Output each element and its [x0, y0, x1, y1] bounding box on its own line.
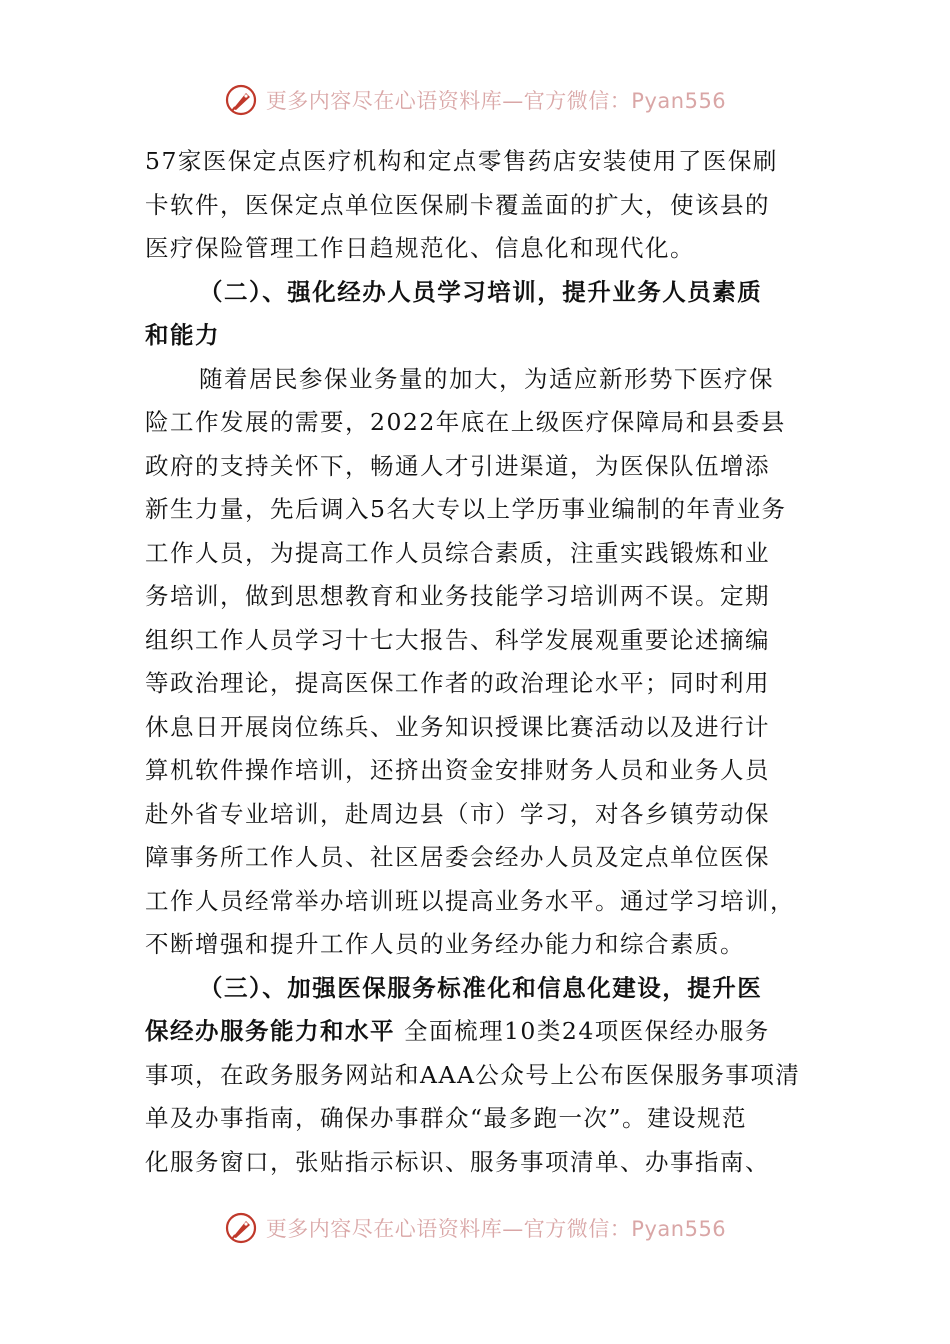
document-body: [145, 140, 810, 1184]
section-heading-inline: 保经办服务能力和水平: [145, 1017, 395, 1045]
paragraph-line: 休息日开展岗位练兵、业务知识授课比赛活动以及进行计: [145, 712, 770, 741]
section-heading: 和能力: [145, 321, 220, 349]
paragraph-line: 障事务所工作人员、社区居委会经办人员及定点单位医保: [145, 843, 770, 871]
paragraph-line: 赴外省专业培训，赴周边县（市）学习，对各乡镇劳动保: [145, 799, 770, 828]
paragraph-line: 工作人员，为提高工作人员综合素质，注重实践锻炼和业: [145, 538, 770, 567]
paragraph-line: 化服务窗口，张贴指示标识、服务事项清单、办事指南、: [145, 1147, 770, 1176]
pen-nib-logo-icon: [224, 83, 258, 117]
paragraph-line: 算机软件操作培训，还挤出资金安排财务人员和业务人员: [145, 756, 770, 784]
paragraph-line: 单及办事指南，确保办事群众“最多跑一次”。建设规范: [145, 1104, 748, 1132]
paragraph-line: 险工作发展的需要，2022年底在上级医疗保障局和县委县: [145, 408, 786, 436]
pen-nib-logo-icon: [224, 1211, 258, 1245]
paragraph-line: 卡软件，医保定点单位医保刷卡覆盖面的扩大，使该县的: [145, 190, 770, 219]
paragraph-line: 工作人员经常举办培训班以提高业务水平。通过学习培训，: [145, 886, 795, 915]
paragraph-line: 新生力量，先后调入5名大专以上学历事业编制的年青业务: [145, 495, 787, 523]
paragraph-line: 务培训，做到思想教育和业务技能学习培训两不误。定期: [145, 582, 770, 610]
paragraph-line: 不断增强和提升工作人员的业务经办能力和综合素质。: [145, 930, 745, 958]
section-heading: （二）、强化经办人员学习培训，提升业务人员素质: [199, 277, 763, 306]
header-watermark: [0, 80, 950, 120]
paragraph-line: 政府的支持关怀下，畅通人才引进渠道，为医保队伍增添: [145, 451, 770, 480]
paragraph-text: 全面梳理10类24项医保经办服务: [395, 1017, 770, 1045]
footer-watermark: [0, 1208, 950, 1248]
paragraph-line: 随着居民参保业务量的加大，为适应新形势下医疗保: [199, 364, 774, 393]
paragraph-line: 57家医保定点医疗机构和定点零售药店安装使用了医保刷: [145, 147, 778, 175]
section-heading: （三）、加强医保服务标准化和信息化建设，提升医: [199, 973, 763, 1002]
paragraph-line: [145, 1010, 810, 1054]
watermark-text: 更多内容尽在心语资料库—官方微信：Pyan556: [265, 1217, 727, 1241]
paragraph-line: 事项，在政务服务网站和AAA公众号上公布医保服务事项清: [145, 1060, 801, 1089]
paragraph-line: 等政治理论，提高医保工作者的政治理论水平；同时利用: [145, 669, 770, 697]
watermark-text: 更多内容尽在心语资料库—官方微信：Pyan556: [265, 89, 727, 113]
paragraph-line: 医疗保险管理工作日趋规范化、信息化和现代化。: [145, 234, 695, 262]
paragraph-line: 组织工作人员学习十七大报告、科学发展观重要论述摘编: [145, 625, 770, 654]
